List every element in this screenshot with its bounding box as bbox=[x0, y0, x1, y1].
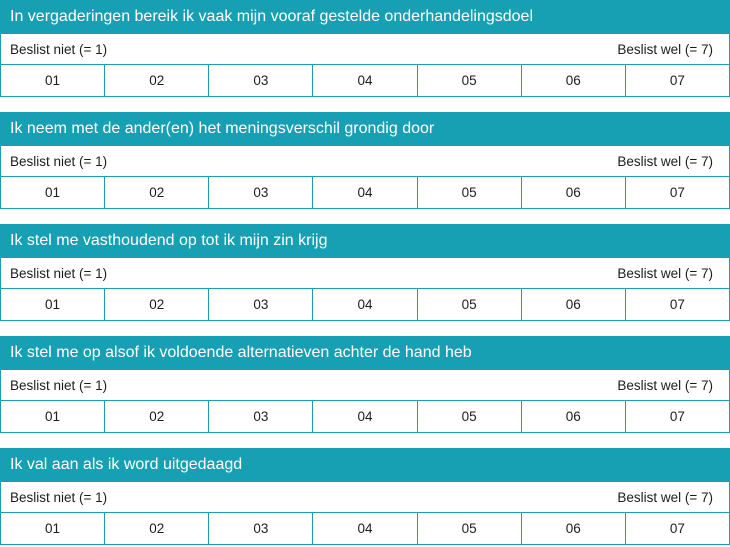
scale-anchors bbox=[0, 482, 730, 512]
question-title: Ik stel me vasthoudend op tot ik mijn zin krijg bbox=[0, 224, 730, 258]
rating-option-6[interactable]: 06 bbox=[521, 401, 625, 432]
rating-option-3[interactable]: 03 bbox=[208, 177, 312, 208]
rating-option-5[interactable]: 05 bbox=[417, 177, 521, 208]
question-block bbox=[0, 336, 730, 433]
rating-scale bbox=[0, 176, 730, 209]
question-title: Ik stel me op alsof ik voldoende alternatieven achter de hand heb bbox=[0, 336, 730, 370]
rating-option-4[interactable]: 04 bbox=[312, 513, 416, 544]
anchor-high-label: Beslist wel (= 7) bbox=[617, 489, 713, 505]
rating-scale bbox=[0, 64, 730, 97]
anchor-high-label: Beslist wel (= 7) bbox=[617, 153, 713, 169]
rating-option-6[interactable]: 06 bbox=[521, 513, 625, 544]
scale-anchors bbox=[0, 258, 730, 288]
rating-option-5[interactable]: 05 bbox=[417, 401, 521, 432]
rating-option-7[interactable]: 07 bbox=[625, 177, 729, 208]
rating-option-7[interactable]: 07 bbox=[625, 513, 729, 544]
scale-anchors bbox=[0, 34, 730, 64]
question-block bbox=[0, 224, 730, 321]
rating-option-6[interactable]: 06 bbox=[521, 177, 625, 208]
rating-option-1[interactable]: 01 bbox=[45, 297, 61, 312]
rating-option-3[interactable]: 03 bbox=[208, 289, 312, 320]
scale-anchors bbox=[0, 146, 730, 176]
rating-option-5[interactable]: 05 bbox=[417, 289, 521, 320]
question-block bbox=[0, 112, 730, 209]
rating-option-2[interactable]: 02 bbox=[104, 177, 208, 208]
rating-option-2[interactable]: 02 bbox=[104, 65, 208, 96]
rating-scale bbox=[0, 400, 730, 433]
scale-anchors bbox=[0, 370, 730, 400]
rating-option-3[interactable]: 03 bbox=[208, 401, 312, 432]
rating-scale bbox=[0, 512, 730, 545]
rating-option-4[interactable]: 04 bbox=[312, 177, 416, 208]
rating-option-5[interactable]: 05 bbox=[417, 65, 521, 96]
rating-option-4[interactable]: 04 bbox=[312, 401, 416, 432]
question-title: In vergaderingen bereik ik vaak mijn vooraf gestelde onderhandelingsdoel bbox=[0, 0, 730, 34]
rating-scale bbox=[0, 288, 730, 321]
rating-option-1[interactable]: 01 bbox=[45, 521, 61, 536]
rating-option-2[interactable]: 02 bbox=[104, 513, 208, 544]
rating-option-4[interactable]: 04 bbox=[312, 289, 416, 320]
anchor-low-label: Beslist niet (= 1) bbox=[10, 489, 108, 505]
rating-option-1[interactable]: 01 bbox=[45, 73, 61, 88]
anchor-high-label: Beslist wel (= 7) bbox=[617, 265, 713, 281]
rating-option-5[interactable]: 05 bbox=[417, 513, 521, 544]
question-title: Ik neem met de ander(en) het meningsverschil grondig door bbox=[0, 112, 730, 146]
rating-option-2[interactable]: 02 bbox=[104, 289, 208, 320]
rating-option-6[interactable]: 06 bbox=[521, 65, 625, 96]
rating-option-7[interactable]: 07 bbox=[625, 289, 729, 320]
rating-option-3[interactable]: 03 bbox=[208, 65, 312, 96]
rating-option-7[interactable]: 07 bbox=[625, 65, 729, 96]
rating-option-4[interactable]: 04 bbox=[312, 65, 416, 96]
rating-option-1[interactable]: 01 bbox=[45, 185, 61, 200]
rating-option-3[interactable]: 03 bbox=[208, 513, 312, 544]
question-block bbox=[0, 0, 730, 97]
rating-option-6[interactable]: 06 bbox=[521, 289, 625, 320]
rating-option-1[interactable]: 01 bbox=[45, 409, 61, 424]
anchor-low-label: Beslist niet (= 1) bbox=[10, 377, 108, 393]
rating-option-2[interactable]: 02 bbox=[104, 401, 208, 432]
anchor-low-label: Beslist niet (= 1) bbox=[10, 265, 108, 281]
anchor-low-label: Beslist niet (= 1) bbox=[10, 153, 108, 169]
rating-option-7[interactable]: 07 bbox=[625, 401, 729, 432]
anchor-high-label: Beslist wel (= 7) bbox=[617, 41, 713, 57]
question-block bbox=[0, 448, 730, 545]
question-title: Ik val aan als ik word uitgedaagd bbox=[0, 448, 730, 482]
anchor-high-label: Beslist wel (= 7) bbox=[617, 377, 713, 393]
anchor-low-label: Beslist niet (= 1) bbox=[10, 41, 108, 57]
